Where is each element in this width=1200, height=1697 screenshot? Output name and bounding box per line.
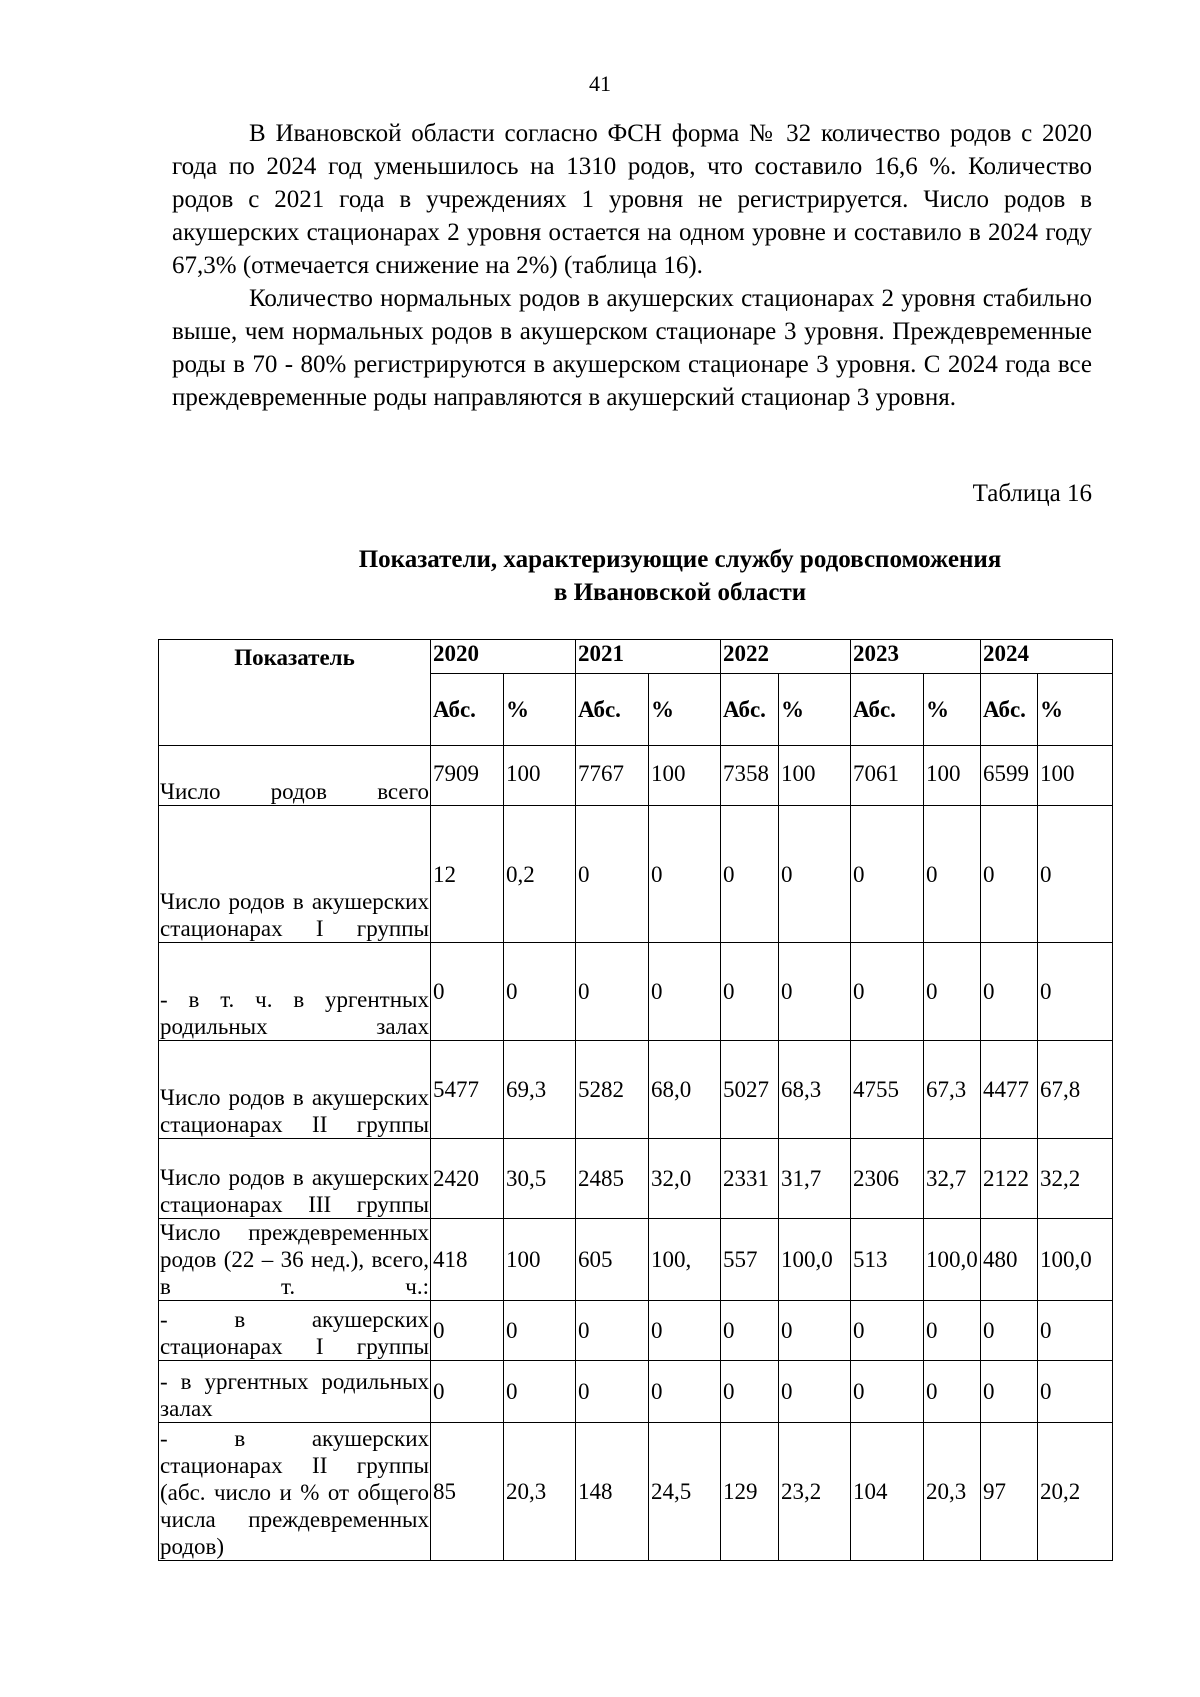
abs-value-cell: 513	[851, 1219, 924, 1301]
abs-value-cell: 4477	[981, 1041, 1038, 1139]
abs-value-cell: 0	[431, 943, 504, 1041]
percent-header: %	[649, 674, 721, 746]
year-header: 2023	[851, 640, 981, 674]
percent-value-cell: 23,2	[779, 1423, 851, 1561]
abs-value-cell: 104	[851, 1423, 924, 1561]
percent-value-cell: 0	[779, 1301, 851, 1361]
paragraph-normal-births: Количество нормальных родов в акушерских стационарах 2 уровня стабильно выше, чем нормальных родов в акушерском стационаре 3 уровня. Преждевременные роды в 70 - 80% регистрируются в акушерском стационаре 3 уровня. С 2024 года все преждевременные роды направляются в акушерский стационар 3 уровня.	[172, 285, 1092, 411]
abs-value-cell: 5282	[576, 1041, 649, 1139]
percent-value-cell: 100,0	[924, 1219, 981, 1301]
abs-value-cell: 0	[981, 943, 1038, 1041]
percent-value-cell: 24,5	[649, 1423, 721, 1561]
abs-value-cell: 129	[721, 1423, 779, 1561]
percent-value-cell: 0	[649, 943, 721, 1041]
abs-value-cell: 148	[576, 1423, 649, 1561]
abs-value-cell: 97	[981, 1423, 1038, 1561]
obstetric-indicators-table	[158, 639, 1113, 1561]
percent-value-cell: 31,7	[779, 1139, 851, 1219]
percent-value-cell: 0	[504, 1361, 576, 1423]
table-caption: Таблица 16	[972, 480, 1092, 507]
table-title	[300, 543, 1060, 609]
table-row	[159, 1361, 1113, 1423]
row-label: Число родов в акушерских стационарах III группы	[159, 1139, 431, 1219]
abs-value-cell: 85	[431, 1423, 504, 1561]
abs-value-cell: 605	[576, 1219, 649, 1301]
row-label: - в т. ч. в ургентных родильных залах	[159, 943, 431, 1041]
abs-value-cell: 0	[576, 1301, 649, 1361]
abs-value-cell: 0	[851, 1361, 924, 1423]
page-number: 41	[589, 71, 611, 96]
percent-value-cell: 20,3	[924, 1423, 981, 1561]
abs-value-cell: 0	[851, 1301, 924, 1361]
abs-value-cell: 0	[431, 1361, 504, 1423]
percent-value-cell: 0	[779, 1361, 851, 1423]
abs-value-cell: 0	[576, 806, 649, 943]
abs-value-cell: 7061	[851, 746, 924, 806]
table-row	[159, 746, 1113, 806]
percent-value-cell: 32,0	[649, 1139, 721, 1219]
percent-value-cell: 0	[649, 1361, 721, 1423]
percent-value-cell: 0,2	[504, 806, 576, 943]
abs-header: Абс.	[981, 674, 1038, 746]
percent-header: %	[924, 674, 981, 746]
abs-value-cell: 418	[431, 1219, 504, 1301]
abs-value-cell: 6599	[981, 746, 1038, 806]
indicator-header: Показатель	[159, 640, 431, 746]
percent-value-cell: 100	[504, 1219, 576, 1301]
row-label: Число преждевременных родов (22 – 36 нед.), всего, в т. ч.:	[160, 1220, 429, 1299]
percent-value-cell: 0	[1038, 806, 1113, 943]
percent-value-cell: 69,3	[504, 1041, 576, 1139]
abs-value-cell: 557	[721, 1219, 779, 1301]
table-row	[159, 1301, 1113, 1361]
row-label: - в акушерских стационарах II группы (абс. число и % от общего числа преждевременных родов)	[159, 1423, 431, 1561]
abs-value-cell: 0	[576, 943, 649, 1041]
table-body	[159, 746, 1113, 1561]
year-header: 2021	[576, 640, 721, 674]
percent-value-cell: 0	[649, 806, 721, 943]
table-row	[159, 1139, 1113, 1219]
percent-value-cell: 100,0	[1038, 1219, 1113, 1301]
row-label: - в ургентных родильных залах	[159, 1361, 431, 1423]
table-title-line-1: Показатели, характеризующие службу родовспоможения	[358, 546, 1002, 573]
abs-value-cell: 7358	[721, 746, 779, 806]
percent-value-cell: 20,3	[504, 1423, 576, 1561]
percent-value-cell: 100	[779, 746, 851, 806]
percent-value-cell: 67,8	[1038, 1041, 1113, 1139]
table-row	[159, 1219, 1113, 1301]
table-header-years-row	[159, 640, 1113, 674]
abs-value-cell: 0	[431, 1301, 504, 1361]
abs-value-cell: 7767	[576, 746, 649, 806]
percent-value-cell: 100	[649, 746, 721, 806]
percent-value-cell: 0	[1038, 943, 1113, 1041]
abs-value-cell: 0	[851, 806, 924, 943]
abs-value-cell: 2420	[431, 1139, 504, 1219]
percent-value-cell: 100	[504, 746, 576, 806]
row-label: Число родов в акушерских стационарах II группы	[159, 1041, 431, 1139]
abs-value-cell: 2331	[721, 1139, 779, 1219]
percent-value-cell: 30,5	[504, 1139, 576, 1219]
abs-value-cell: 480	[981, 1219, 1038, 1301]
year-header: 2022	[721, 640, 851, 674]
percent-value-cell: 32,7	[924, 1139, 981, 1219]
percent-value-cell: 20,2	[1038, 1423, 1113, 1561]
abs-value-cell: 5477	[431, 1041, 504, 1139]
percent-value-cell: 0	[924, 943, 981, 1041]
abs-value-cell: 7909	[431, 746, 504, 806]
row-label: Число родов всего	[159, 746, 431, 806]
percent-value-cell: 0	[779, 806, 851, 943]
abs-value-cell: 0	[721, 1361, 779, 1423]
percent-value-cell: 0	[924, 806, 981, 943]
percent-header: %	[1038, 674, 1113, 746]
abs-value-cell: 0	[576, 1361, 649, 1423]
abs-value-cell: 12	[431, 806, 504, 943]
abs-value-cell: 2485	[576, 1139, 649, 1219]
percent-value-cell: 100	[1038, 746, 1113, 806]
abs-header: Абс.	[431, 674, 504, 746]
abs-value-cell: 4755	[851, 1041, 924, 1139]
abs-value-cell: 0	[721, 1301, 779, 1361]
abs-value-cell: 0	[851, 943, 924, 1041]
percent-value-cell: 0	[504, 1301, 576, 1361]
abs-value-cell: 0	[981, 806, 1038, 943]
abs-header: Абс.	[576, 674, 649, 746]
percent-value-cell: 68,0	[649, 1041, 721, 1139]
percent-value-cell: 0	[649, 1301, 721, 1361]
percent-value-cell: 100	[924, 746, 981, 806]
table-row	[159, 806, 1113, 943]
abs-value-cell: 2306	[851, 1139, 924, 1219]
row-label: Число родов в акушерских стационарах I группы	[159, 806, 431, 943]
percent-value-cell: 0	[779, 943, 851, 1041]
abs-value-cell: 5027	[721, 1041, 779, 1139]
abs-header: Абс.	[851, 674, 924, 746]
abs-value-cell: 0	[981, 1361, 1038, 1423]
percent-value-cell: 0	[1038, 1301, 1113, 1361]
percent-value-cell: 0	[924, 1361, 981, 1423]
percent-value-cell: 32,2	[1038, 1139, 1113, 1219]
abs-value-cell: 0	[721, 806, 779, 943]
percent-header: %	[779, 674, 851, 746]
percent-value-cell: 0	[1038, 1361, 1113, 1423]
abs-value-cell: 2122	[981, 1139, 1038, 1219]
table-row	[159, 943, 1113, 1041]
percent-value-cell: 0	[504, 943, 576, 1041]
percent-value-cell: 100,	[649, 1219, 721, 1301]
percent-value-cell: 67,3	[924, 1041, 981, 1139]
paragraph-births-decrease: В Ивановской области согласно ФСН форма № 32 количество родов с 2020 года по 2024 год уменьшилось на 1310 родов, что составило 16,6 %. Количество родов с 2021 года в учреждениях 1 уровня не регистрируется. Число родов в акушерских стационарах 2 уровня остается на одном уровне и составило в 2024 году 67,3% (отмечается снижение на 2%) (таблица 16).	[172, 120, 1092, 279]
percent-value-cell: 68,3	[779, 1041, 851, 1139]
percent-header: %	[504, 674, 576, 746]
percent-value-cell: 0	[924, 1301, 981, 1361]
year-header: 2020	[431, 640, 576, 674]
year-header: 2024	[981, 640, 1113, 674]
table-row	[159, 1041, 1113, 1139]
abs-value-cell: 0	[721, 943, 779, 1041]
table-row	[159, 1423, 1113, 1561]
percent-value-cell: 100,0	[779, 1219, 851, 1301]
abs-header: Абс.	[721, 674, 779, 746]
abs-value-cell: 0	[981, 1301, 1038, 1361]
row-label: - в акушерских стационарах I группы	[159, 1301, 431, 1361]
table-title-line-2: в Ивановской области	[553, 579, 807, 606]
